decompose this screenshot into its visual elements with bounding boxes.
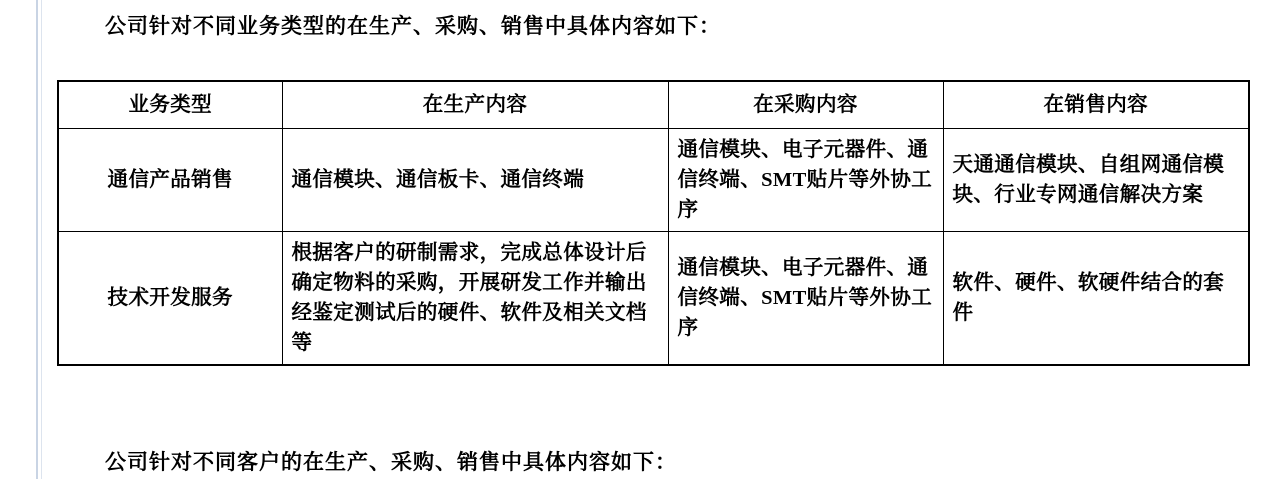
cell-business-type: 技术开发服务 — [58, 232, 282, 366]
page-margin-rule-secondary — [41, 0, 42, 479]
table-header-cell-business-type: 业务类型 — [58, 81, 282, 129]
cell-production-content: 通信模块、通信板卡、通信终端 — [282, 129, 668, 232]
table-body — [58, 129, 1249, 366]
page-margin-rule — [36, 0, 38, 479]
cell-procurement-content: 通信模块、电子元器件、通信终端、SMT贴片等外协工序 — [668, 129, 943, 232]
table-row — [58, 232, 1249, 366]
table-row — [58, 129, 1249, 232]
cell-production-content: 根据客户的研制需求，完成总体设计后确定物料的采购，开展研发工作并输出经鉴定测试后的硬件、软件及相关文档等 — [282, 232, 668, 366]
cell-sales-content: 软件、硬件、软硬件结合的套件 — [943, 232, 1249, 366]
cell-business-type: 通信产品销售 — [58, 129, 282, 232]
table-header-row — [58, 81, 1249, 129]
cell-procurement-content: 通信模块、电子元器件、通信终端、SMT贴片等外协工序 — [668, 232, 943, 366]
cell-sales-content: 天通通信模块、自组网通信模块、行业专网通信解决方案 — [943, 129, 1249, 232]
table-header-cell-production: 在生产内容 — [282, 81, 668, 129]
closing-paragraph: 公司针对不同客户的在生产、采购、销售中具体内容如下： — [105, 450, 677, 474]
table-header-cell-procurement: 在采购内容 — [668, 81, 943, 129]
table-header — [58, 81, 1249, 129]
business-type-table — [57, 80, 1250, 366]
table-header-cell-sales: 在销售内容 — [943, 81, 1249, 129]
intro-paragraph: 公司针对不同业务类型的在生产、采购、销售中具体内容如下： — [105, 14, 721, 38]
